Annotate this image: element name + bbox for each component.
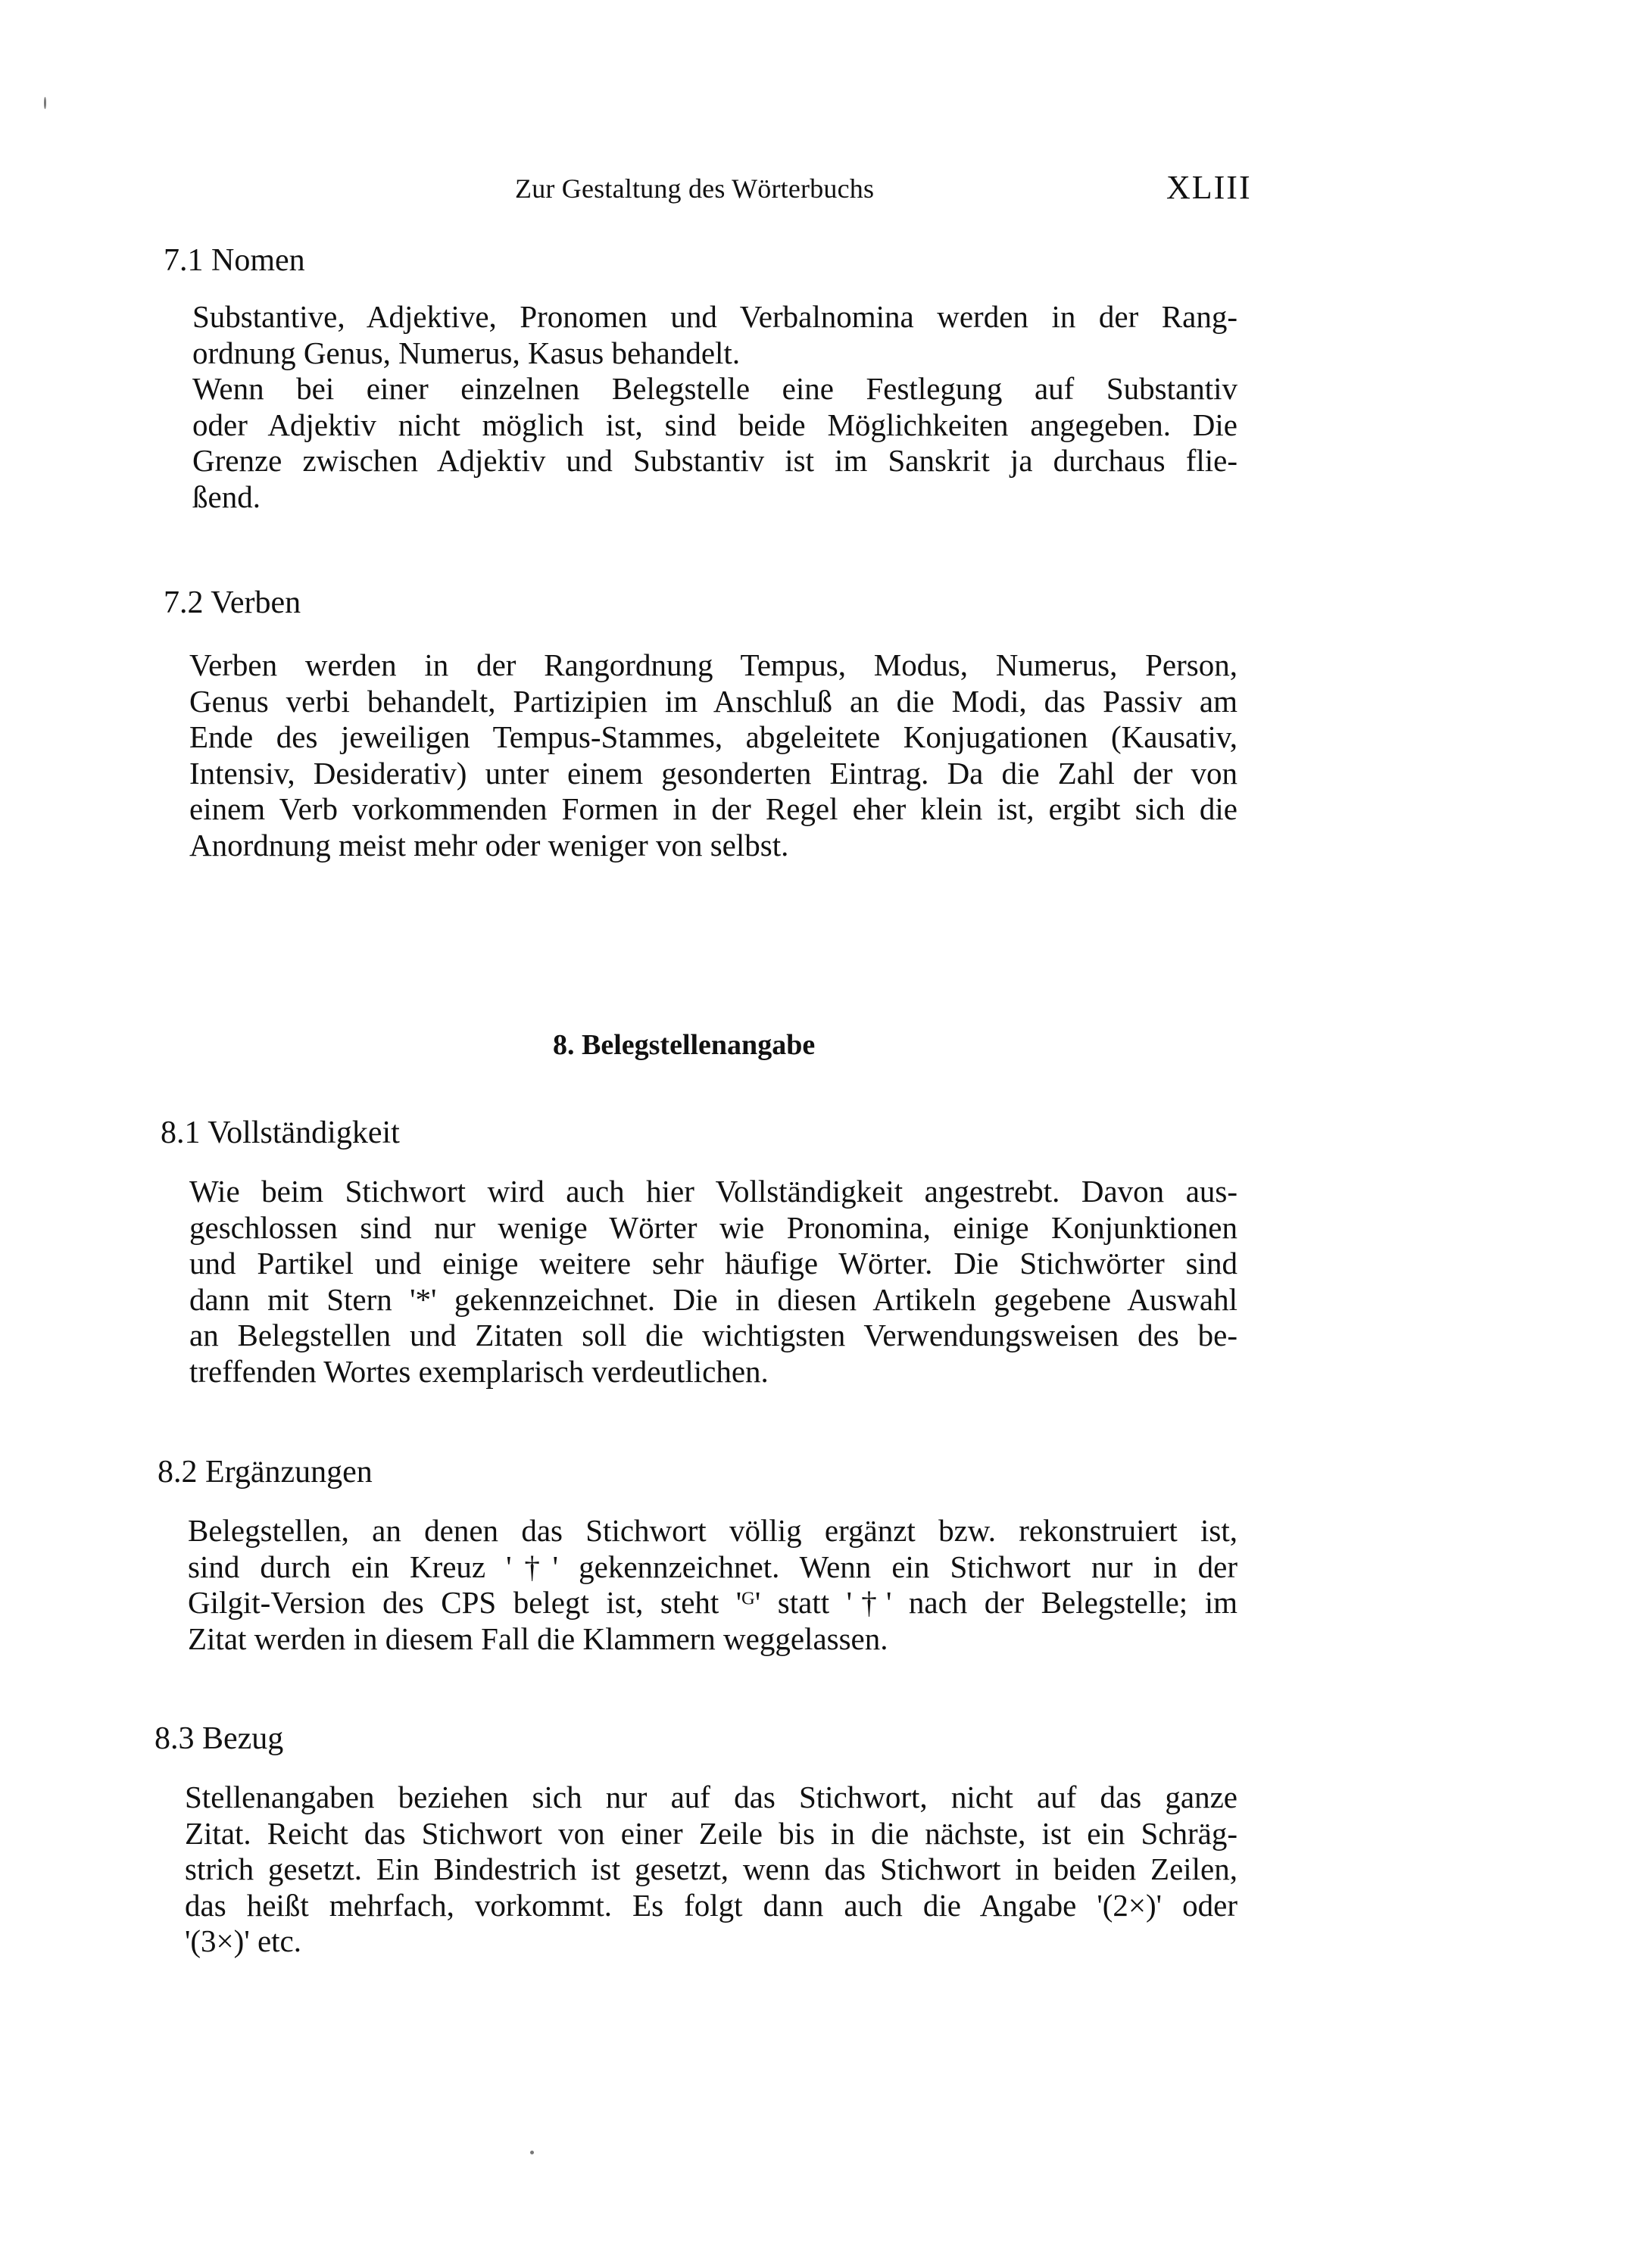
text-line: und Partikel und einige weitere sehr häufige Wörter. Die Stichwörter sind (189, 1246, 1237, 1281)
text-line: Ende des jeweiligen Tempus-Stammes, abgeleitete Konjugationen (Kausativ, (189, 719, 1237, 754)
text-line: treffenden Wortes exemplarisch verdeutlichen. (189, 1353, 769, 1389)
heading-8-3: 8.3 Bezug (154, 1721, 284, 1756)
text-line: Zitat werden in diesem Fall die Klammern weggelassen. (188, 1621, 888, 1656)
text-line: Gilgit-Version des CPS belegt ist, steht 'ᴳ' statt '†' nach der Belegstelle; im (188, 1585, 1237, 1620)
text-line: Anordnung meist mehr oder weniger von selbst. (189, 827, 789, 863)
running-title: Zur Gestaltung des Wörterbuchs (515, 173, 875, 204)
paragraph-7-1 (192, 299, 1237, 515)
text-line: geschlossen sind nur wenige Wörter wie Pronomina, einige Konjunktionen (189, 1209, 1237, 1245)
text-line: einem Verb vorkommenden Formen in der Regel eher klein ist, ergibt sich die (189, 791, 1237, 826)
text-line: Verben werden in der Rangordnung Tempus, Modus, Numerus, Person, (189, 647, 1237, 682)
text-line: Intensiv, Desiderativ) unter einem gesonderten Eintrag. Da die Zahl der von (189, 755, 1237, 791)
text-line: Belegstellen, an denen das Stichwort völlig ergänzt bzw. rekonstruiert ist, (188, 1513, 1237, 1548)
page-number: XLIII (1166, 169, 1252, 206)
paragraph-8-3 (185, 1780, 1237, 1960)
text-line: Wenn bei einer einzelnen Belegstelle eine Festlegung auf Substantiv (192, 371, 1237, 406)
text-line: Zitat. Reicht das Stichwort von einer Zeile bis in die nächste, ist ein Schräg- (185, 1815, 1237, 1851)
heading-7-2: 7.2 Verben (164, 585, 301, 620)
scan-speck (44, 97, 46, 109)
heading-7-1: 7.1 Nomen (164, 243, 305, 278)
paragraph-8-2 (188, 1513, 1237, 1657)
text-line: Genus verbi behandelt, Partizipien im Anschluß an die Modi, das Passiv am (189, 683, 1237, 719)
text-line: Wie beim Stichwort wird auch hier Vollständigkeit angestrebt. Davon aus- (189, 1174, 1237, 1209)
heading-8-1: 8.1 Vollständigkeit (161, 1115, 400, 1150)
heading-8: 8. Belegstellenangabe (553, 1029, 816, 1061)
text-line: Stellenangaben beziehen sich nur auf das Stichwort, nicht auf das ganze (185, 1780, 1237, 1814)
text-line: ßend. (192, 479, 261, 514)
heading-8-2: 8.2 Ergänzungen (158, 1455, 373, 1490)
text-line: oder Adjektiv nicht möglich ist, sind beide Möglichkeiten angegeben. Die (192, 407, 1237, 442)
text-line: '(3×)' etc. (185, 1923, 301, 1958)
text-line: ordnung Genus, Numerus, Kasus behandelt. (192, 335, 741, 370)
text-line: an Belegstellen und Zitaten soll die wichtigsten Verwendungsweisen des be- (189, 1318, 1237, 1352)
paragraph-8-1 (189, 1174, 1237, 1390)
text-line: Substantive, Adjektive, Pronomen und Verbalnomina werden in der Rang- (192, 299, 1237, 334)
text-line: das heißt mehrfach, vorkommt. Es folgt dann auch die Angabe '(2×)' oder (185, 1887, 1237, 1923)
text-line: dann mit Stern '*' gekennzeichnet. Die in diesen Artikeln gegebene Auswahl (189, 1281, 1237, 1317)
text-line: Grenze zwischen Adjektiv und Substantiv ist im Sanskrit ja durchaus flie- (192, 443, 1237, 478)
text-line: sind durch ein Kreuz '†' gekennzeichnet. Wenn ein Stichwort nur in der (188, 1549, 1237, 1584)
text-line: strich gesetzt. Ein Bindestrich ist gesetzt, wenn das Stichwort in beiden Zeilen, (185, 1852, 1237, 1886)
paragraph-7-2 (189, 647, 1237, 863)
scan-speck (530, 2151, 534, 2154)
